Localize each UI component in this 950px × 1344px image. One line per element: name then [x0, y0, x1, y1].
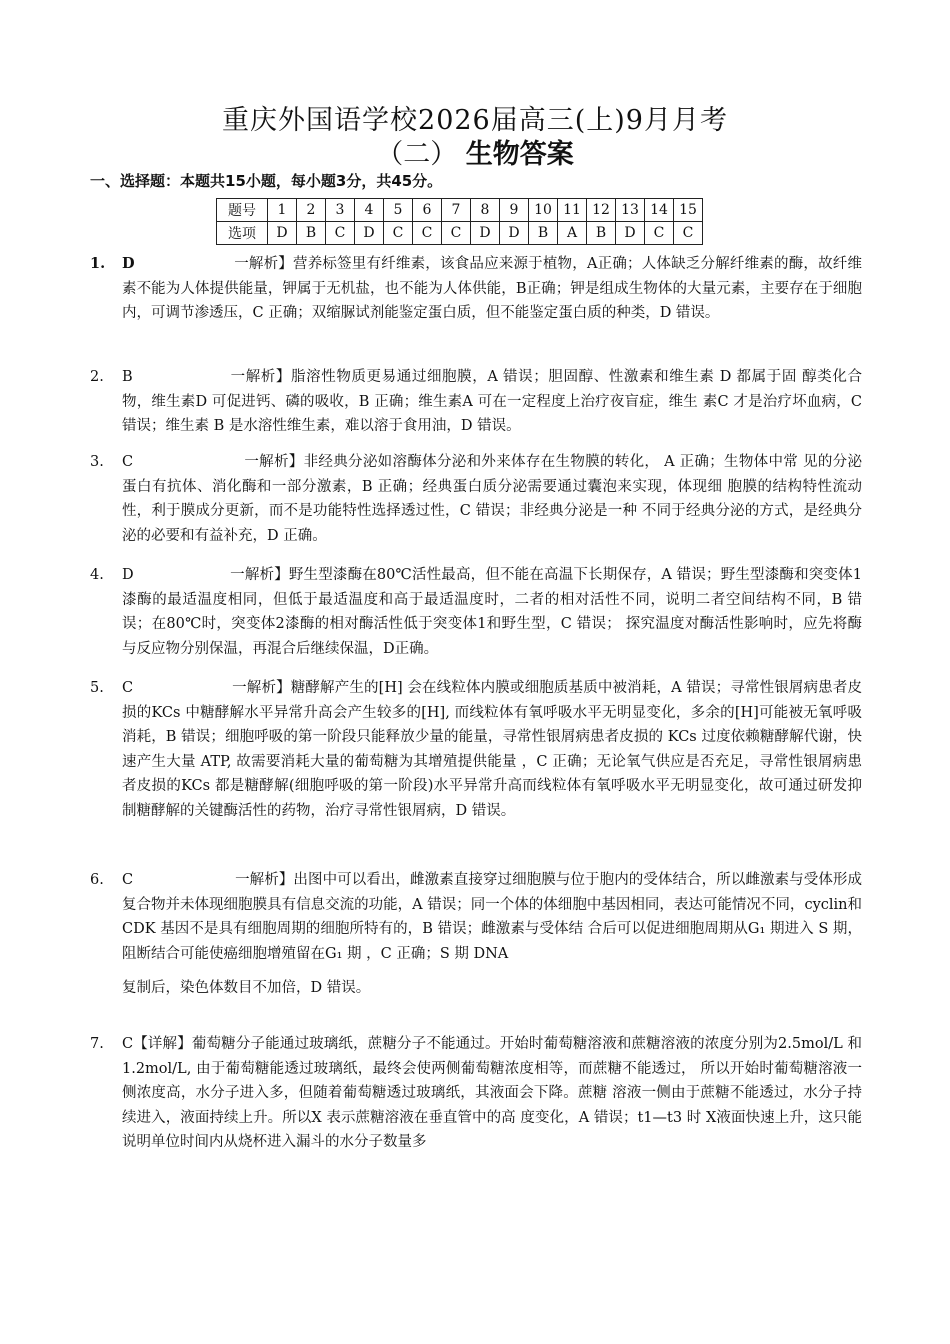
item-text: 一解析】脂溶性物质更易通过细胞膜，A 错误；胆固醇、性激素和维生素 D 都属于固 醇类化合物，维生素D 可促进钙、磷的吸收，B 正确；维生素A 可在一定程度上治疗夜盲症，维生 素C 才是治疗坏血病，C 错误；维生素 B 是水溶性维生素，难以溶于食用油，D 错误。 — [122, 369, 862, 434]
table-cell: 1 — [268, 199, 297, 222]
table-cell: A — [558, 222, 587, 245]
item-text: 一解析】营养标签里有纤维素，该食品应来源于植物，A正确；人体缺乏分解纤维素的酶，故纤维素不能为人体提供能量，钾属于无机盐，也不能为人体供能，B正确；钾是组成生物体的大量元素，主要存在于细胞内，可调节渗透压，C 正确；双缩脲试剂能鉴定蛋白质，但不能鉴定蛋白质的种类，D 错误。 — [122, 256, 862, 321]
section-heading: 一、选择题：本题共15小题，每小题3分，共45分。 — [90, 172, 443, 190]
item-answer: C【详解】 — [122, 1036, 192, 1052]
item-body — [90, 676, 862, 823]
item-text: 葡萄糖分子能通过玻璃纸，蔗糖分子不能通过。开始时葡萄糖溶液和蔗糖溶液的浓度分别为2.5mol/L 和 1.2mol/L, 由于葡萄糖能透过玻璃纸，最终会使两侧葡萄糖浓度相等，而蔗糖不能透过， 所以开始时葡萄糖溶液一侧浓度高，水分子进入多，但随着葡萄糖透过玻璃纸，其液面会下降。蔗糖 溶液一侧由于蔗糖不能透过，水分子持续进入，液面持续上升。所以X 表示蔗糖溶液在垂直管中的高 度变化，A 错误；t1—t3 时 X液面快速上升，这只能说明单位时间内从烧杯进入漏斗的水分子数量多 — [122, 1036, 862, 1150]
table-cell: 7 — [442, 199, 471, 222]
item-answer: C — [122, 680, 134, 696]
table-cell: D — [471, 222, 500, 245]
item-text: 一解析】野生型漆酶在80℃活性最高，但不能在高温下长期保存，A 错误；野生型漆酶和突变体1漆酶的最适温度相同，但低于最适温度和高于最适温度时，二者的相对活性不同，说明二者空间结构不同，B 错误；在80℃时，突变体2漆酶的相对酶活性低于突变体1和野生型，C 错误； 探究温度对酶活性影响时，应先将酶与反应物分别保温，再混合后继续保温，D正确。 — [122, 567, 862, 657]
table-cell: D — [268, 222, 297, 245]
table-cell: 6 — [413, 199, 442, 222]
item-body — [90, 868, 862, 966]
item-answer: D — [122, 567, 134, 583]
item-body — [90, 450, 862, 548]
table-cell: 11 — [558, 199, 587, 222]
item-text: 一解析】糖酵解产生的[H] 会在线粒体内膜或细胞质基质中被消耗，A 错误；寻常性银屑病患者皮损的KCs 中糖酵解水平异常升高会产生较多的[H], 而线粒体有氧呼吸水平无明显变化，多余的[H]可能被无氧呼吸消耗，B 错误；细胞呼吸的第一阶段只能释放少量的能量，寻常性银屑病患者皮损的 KCs 过度依赖糖酵解代谢，快速产生大量 ATP, 故需要消耗大量的葡萄糖为其增殖提供能量 ，C 正确；无论氧气供应是否充足，寻常性银屑病患者皮损的KCs 都是糖酵解(细胞呼吸的第一阶段)水平异常升高而线粒体有氧呼吸水平无明显变化，故可通过研发抑制糖酵解的关键酶活性的药物，治疗寻常性银屑病，D 错误。 — [122, 680, 862, 819]
item-number: 2. — [90, 369, 104, 385]
answer-item-7 — [90, 1032, 862, 1155]
table-cell: 8 — [471, 199, 500, 222]
answer-item-2 — [90, 365, 862, 439]
title-line-2 — [0, 132, 950, 171]
table-cell: B — [529, 222, 558, 245]
answer-item-5 — [90, 676, 862, 823]
table-cell: C — [413, 222, 442, 245]
table-cell: C — [384, 222, 413, 245]
title-line-1: 重庆外国语学校2026届高三(上)9月月考 — [222, 105, 728, 136]
answer-item-4 — [90, 563, 862, 661]
table-header-number: 题号 — [217, 199, 268, 222]
table-cell: B — [587, 222, 616, 245]
table-cell: 4 — [355, 199, 384, 222]
item-text: 一解析】非经典分泌如溶酶体分泌和外来体存在生物膜的转化， A 正确；生物体中常 见的分泌蛋白有抗体、消化酶和一部分激素，B 正确；经典蛋白质分泌需要通过囊泡来实现，体现细 胞膜的结构特性流动性，利于膜成分更新，而不是功能特性选择透过性，C 错误；非经典分泌是一种 不同于经典分泌的方式，是经典分泌的必要和有益补充，D 正确。 — [122, 454, 862, 544]
item-answer: D — [122, 255, 135, 272]
answer-table — [216, 198, 703, 245]
table-header-answer: 选项 — [217, 222, 268, 245]
item-number: 5. — [90, 680, 104, 696]
item-body — [90, 1032, 862, 1155]
answer-table-row-answers — [217, 222, 703, 245]
item-number: 7. — [90, 1036, 104, 1052]
item-answer: B — [122, 369, 133, 385]
answer-table-row-numbers — [217, 199, 703, 222]
table-cell: 5 — [384, 199, 413, 222]
table-cell: C — [674, 222, 703, 245]
item-text: 一解析】出图中可以看出，雌激素直接穿过细胞膜与位于胞内的受体结合，所以雌激素与受体形成复合物并未体现细胞膜具有信息交流的功能，A 错误；同一个体的体细胞中基因相同，表达可能情况不同，cyclin和 CDK 基因不是具有细胞周期的细胞所特有的，B 错误；雌激素与受体结 合后可以促进细胞周期从G₁ 期进入 S 期，阻断结合可能使癌细胞增殖留在G₁ 期 ，C 正确；S 期 DNA — [122, 872, 862, 962]
title-prefix: （二） — [376, 139, 458, 170]
item-body — [90, 365, 862, 439]
table-cell: 14 — [645, 199, 674, 222]
table-cell: 12 — [587, 199, 616, 222]
item-answer: C — [122, 872, 134, 888]
item-number: 3. — [90, 454, 104, 470]
table-cell: B — [297, 222, 326, 245]
item-body — [90, 563, 862, 661]
answer-item-1 — [90, 252, 862, 326]
table-cell: 13 — [616, 199, 645, 222]
table-cell: D — [500, 222, 529, 245]
table-cell: D — [355, 222, 384, 245]
table-cell: C — [326, 222, 355, 245]
title-bold: 生物答案 — [465, 139, 574, 170]
table-cell: D — [616, 222, 645, 245]
item-extra: 复制后，染色体数目不加倍，D 错误。 — [122, 980, 371, 996]
answer-item-3 — [90, 450, 862, 548]
table-cell: 10 — [529, 199, 558, 222]
item-number: 4. — [90, 567, 104, 583]
item-answer: C — [122, 454, 134, 470]
table-cell: 15 — [674, 199, 703, 222]
item-body — [90, 252, 862, 326]
answer-item-6 — [90, 868, 862, 1001]
table-cell: C — [645, 222, 674, 245]
table-cell: 3 — [326, 199, 355, 222]
table-cell: 2 — [297, 199, 326, 222]
table-cell: C — [442, 222, 471, 245]
item-number: 6. — [90, 872, 104, 888]
item-number: 1. — [90, 255, 106, 272]
table-cell: 9 — [500, 199, 529, 222]
